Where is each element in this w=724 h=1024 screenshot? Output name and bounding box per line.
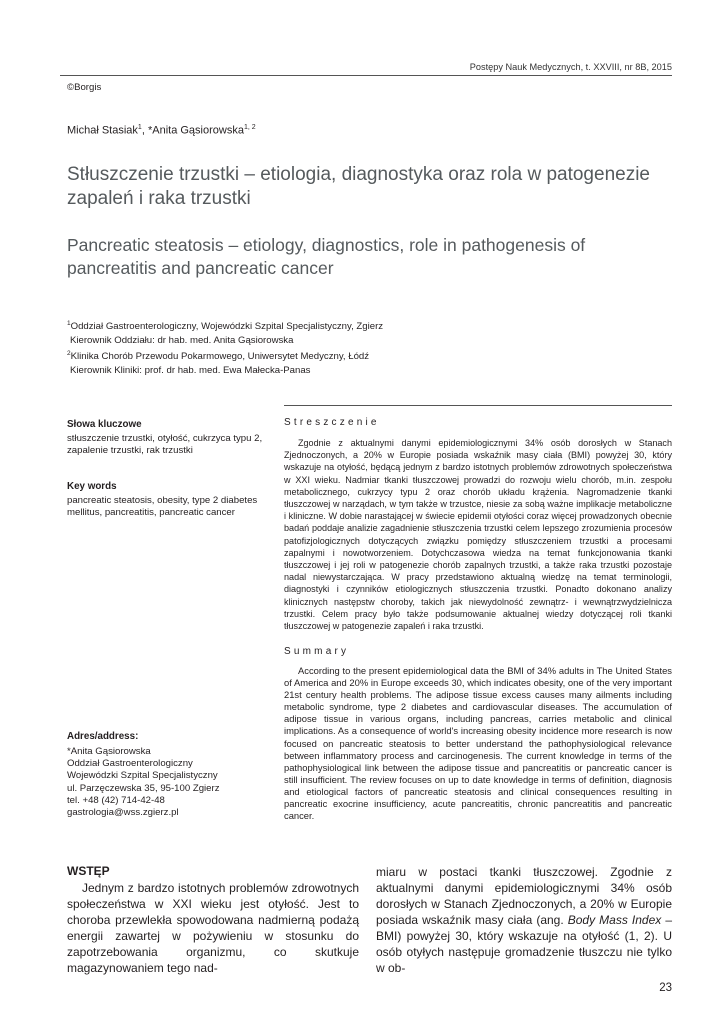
abstract-heading-pl: Streszczenie	[284, 417, 380, 428]
intro-heading: WSTĘP	[67, 864, 110, 878]
keywords-text-en: pancreatic steatosis, obesity, type 2 diabetes mellitus, pancreatitis, pancreatic cancer	[67, 495, 258, 519]
address-block	[67, 746, 272, 819]
header-divider	[60, 75, 672, 76]
intro-term-italic: Body Mass Index	[567, 913, 662, 927]
address-line: Oddział Gastroenterologiczny	[67, 758, 193, 770]
abstract-heading-en: Summary	[284, 646, 350, 657]
article-title-english: Pancreatic steatosis – etiology, diagnostics, role in pathogenesis of pancreatitis and pancreatic cancer	[67, 235, 586, 278]
author-name: *Anita Gąsiorowska	[147, 124, 244, 137]
address-heading: Adres/address:	[67, 731, 139, 742]
intro-column-left: Jednym z bardzo istotnych problemów zdrowotnych społeczeństwa w XXI wieku jest otyłość. Jest to choroba przewlekła spowodowana nadmierną podażą energii zawartej w pożywieniu w stosunku do zapotrzebowania organizmu, co skutkuje magazynowaniem tego nad-	[67, 881, 359, 975]
intro-column-right	[376, 864, 672, 976]
affiliation-text: Oddział Gastroenterologiczny, Wojewódzki Szpital Specjalistyczny, Zgierz	[70, 321, 384, 333]
author-affiliation-ref: 1	[137, 124, 142, 131]
address-line: *Anita Gąsiorowska	[67, 746, 151, 757]
affiliation-line	[67, 317, 487, 334]
intro-text: – BMI) powyżej 30, który wskazuje na otyłość (1, 2). U osób otyłych następuje gromadzenie tłuszczu nie tylko w ob-	[376, 913, 673, 975]
author-affiliation-ref: 1, 2	[243, 124, 256, 131]
address-line: ul. Parzęczewska 35, 95-100 Zgierz	[67, 782, 220, 794]
affiliation-text: Klinika Chorób Przewodu Pokarmowego, Uniwersytet Medyczny, Łódź	[70, 351, 370, 363]
affiliations	[67, 317, 487, 377]
keywords-heading-en: Key words	[67, 481, 117, 492]
author-separator: ,	[141, 124, 148, 137]
intro-text: miaru w postaci tkanki tłuszczowej. Zgodnie z aktualnymi danymi epidemiologicznymi 34% osób dorosłych w Stanach Zjednoczonych, a 20% w Europie posiada wskaźnik masy ciała (ang.	[376, 865, 672, 927]
keywords-heading-pl: Słowa kluczowe	[67, 419, 142, 430]
page-number: 23	[659, 982, 672, 994]
affiliation-number: 2	[67, 350, 71, 358]
address-line: tel. +48 (42) 714-42-48	[67, 794, 165, 806]
abstract-text-en: According to the present epidemiological data the BMI of 34% adults in The United States of America and 20% in Europe exceeds 30, which indicates obesity, one of the very important 21st century health problems. The adipose tissue excess causes many ailments including metabolic syndrome, type 2 diabetes and cardiovascular diseases. The accumulation of adipose tissue in various organs, including pancreas, carries metabolic and clinical implications. As a consequence of world's increasing obesity incidence more research is now focused on pancreatic steatosis to better understand the pathophysiological relevance between inflammatory process and carcinogenesis. The current knowledge in terms of the pathophysiological link between the adipose tissue and pancreatitis or pancreatic cancer is still insufficient. The review focuses on up to date knowledge in terms of definition, diagnosis and etiological factors of pancreatic steatosis and clinical consequences resulting in pancreatic exocrine insufficiency, acute pancreatitis, chronic pancreatitis and pancreatic cancer.	[284, 665, 672, 822]
address-line: gastrologia@wss.zgierz.pl	[67, 807, 179, 819]
affiliation-number: 1	[67, 320, 71, 327]
author-line	[67, 124, 256, 137]
address-line: Wojewódzki Szpital Specjalistyczny	[67, 770, 218, 782]
abstract-text-pl: Zgodnie z aktualnymi danymi epidemiologicznymi 34% osób dorosłych w Stanach Zjednoczonych, a 20% w Europie posiada wskaźnik masy ciała (BMI) powyżej 30, który wskazuje na otyłość, będącą jednym z bardzo istotnych problemów zdrowotnych społeczeństwa w XXI wieku. Nadmiar tkanki tłuszczowej prowadzi do rozwoju wielu chorób, m.in. zespołu metabolicznego, cukrzycy typu 2 oraz chorób układu krążenia. Nagromadzenie tkanki tłuszczowej w narządach, w tym także w trzustce, niesie za sobą ważne implikacje metaboliczne i kliniczne. W dobie narastającej w świecie epidemii otyłości coraz więcej prowadzonych obecnie badań poddaje analizie zagadnienie stłuszczenia trzustki celem lepszego zrozumienia procesów patofizjologicznych dotyczących związku pomiędzy stłuszczeniem trzustki a procesami zapalnymi i nowotworzeniem. Dotychczasowa wiedza na temat funkcjonowania tkanki tłuszczowej i jej roli w patogenezie chorób zapalnych trzustki, a także raka trzustki pozostaje nadal niewystarczająca. W pracy przedstawiono aktualną wiedzę na temat terminologii, diagnostyki i czynników etiologicznych stłuszczenia trzustki. Ponadto dokonano analizy klinicznych następstw choroby, takich jak niewydolność zewnątrz- i wewnątrzwydzielnicza trzustki. Celem pracy było także podsumowanie aktualnej wiedzy dotyczącej roli tkanki tłuszczowej w patogenezie zapaleń i raka trzustki.	[284, 438, 672, 632]
affiliation-line	[67, 347, 487, 364]
keywords-text-pl: stłuszczenie trzustki, otyłość, cukrzyca typu 2, zapalenie trzustki, rak trzustki	[67, 433, 263, 457]
journal-citation: Postępy Nauk Medycznych, t. XXVIII, nr 8B, 2015	[469, 62, 672, 72]
affiliation-line: Kierownik Kliniki: prof. dr hab. med. Ewa Małecka-Panas	[70, 364, 311, 376]
affiliation-line: Kierownik Oddziału: dr hab. med. Anita Gąsiorowska	[70, 334, 294, 346]
article-title-polish: Stłuszczenie trzustki – etiologia, diagnostyka oraz rola w patogenezie zapaleń i raka trzustki	[67, 164, 650, 209]
author-name: Michał Stasiak	[67, 124, 138, 137]
publisher-mark: ©Borgis	[67, 82, 102, 93]
abstract-divider	[284, 405, 672, 406]
